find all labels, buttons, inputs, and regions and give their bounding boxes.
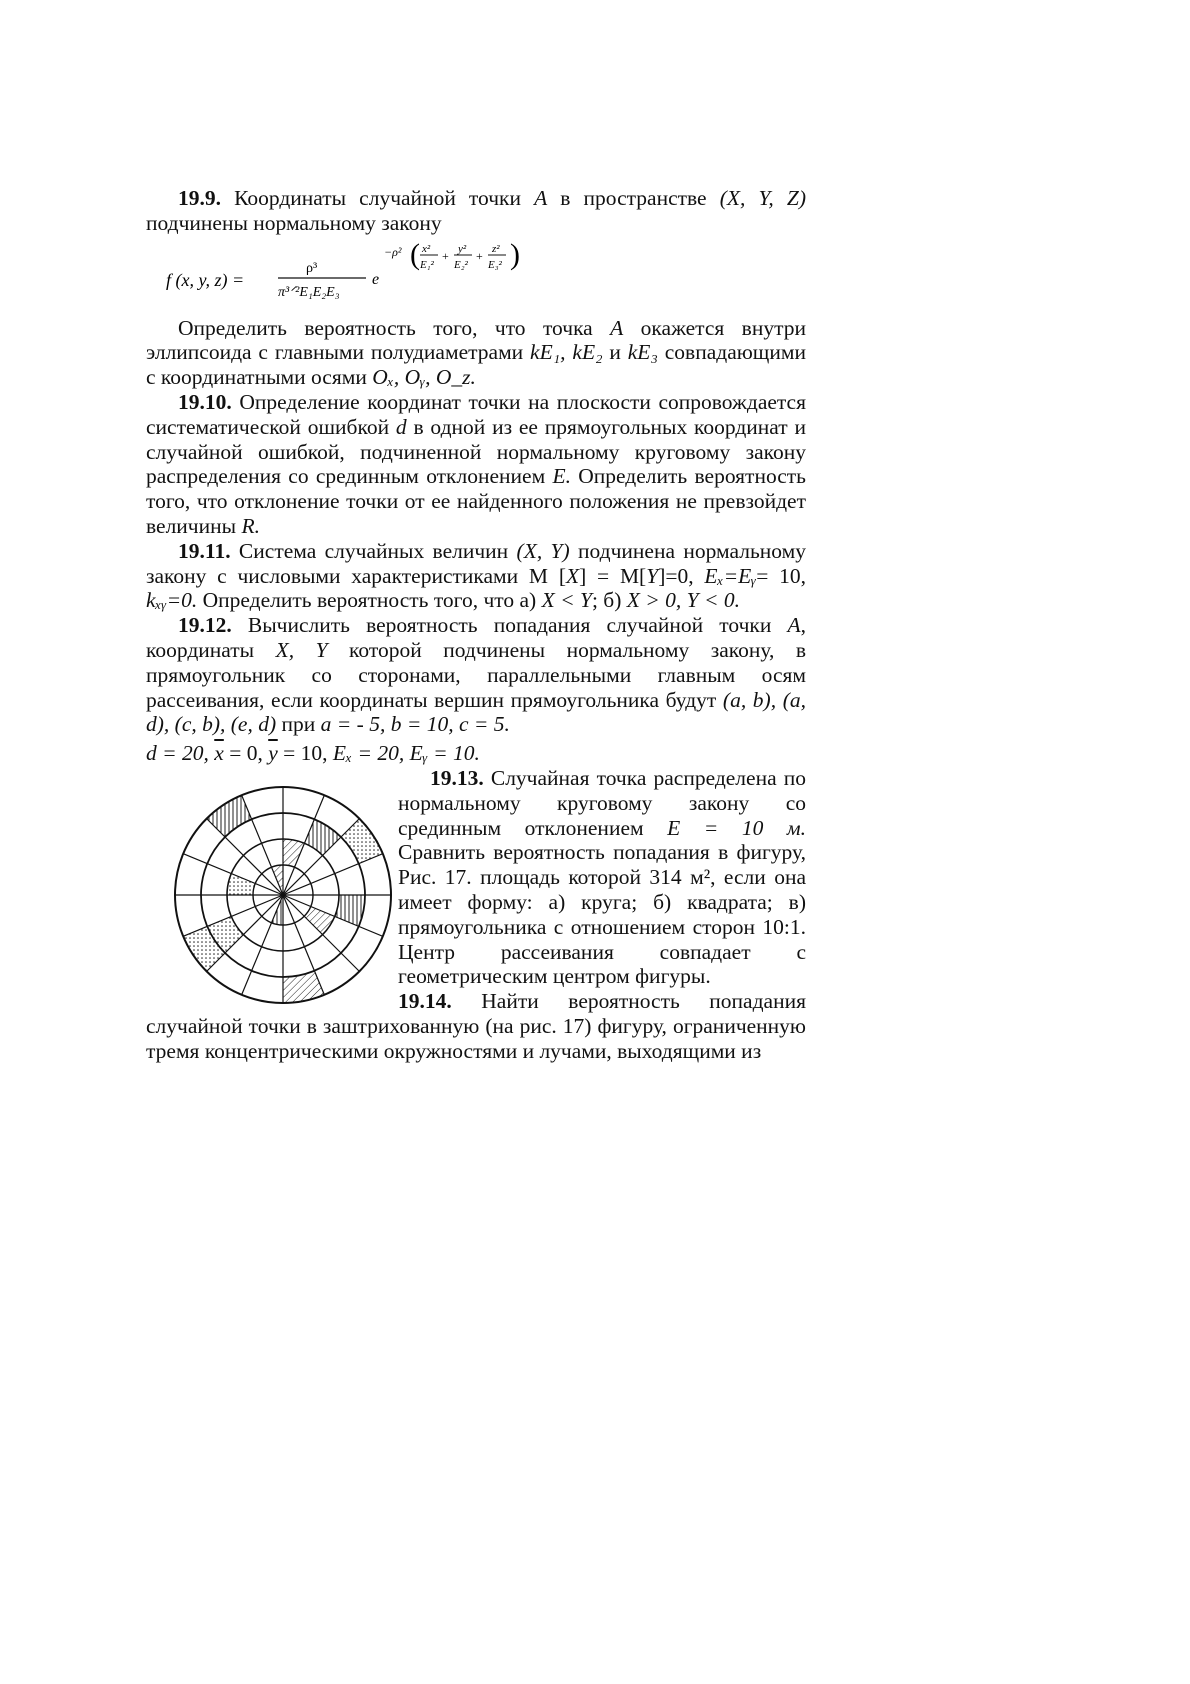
problem-19-9: 19.9. Координаты случайной точки A в пространстве (X, Y, Z) подчинены нормальному закону xyxy=(146,186,807,235)
figure-17 xyxy=(168,780,398,1010)
problem-number: 19.9. xyxy=(178,186,221,210)
problem-19-14: 19.14. Найти вероятность попадания случайной точки в заштрихованную (на рис. 17) фигуру, ограниченную тремя концентрическими окружностями и лучами, выходящими из xyxy=(146,989,806,1063)
svg-text:E₂²: E₂² xyxy=(454,258,468,271)
problem-19-12-values: d = 20, $\overline{x} = 0$, $\overline{y} = 10$, Eₓ = 20, Eᵧ = 10. xyxy=(146,741,480,766)
svg-text:+: + xyxy=(476,248,483,263)
svg-text:E₃²: E₃² xyxy=(488,258,502,271)
svg-text:z²: z² xyxy=(492,242,500,255)
problem-19-11: 19.11. Система случайных величин (X, Y) подчинена нормальному закону с числовыми характеристиками М [X] = М[Y]=0, Eₓ=Eᵧ= 10, kₓᵧ=0. Определить вероятность того, что а) X < Y; б) X > 0, Y < 0. xyxy=(146,538,807,613)
shaded-sector xyxy=(283,839,304,867)
problem-number: 19.11. xyxy=(178,538,231,563)
formula-exp-base: e xyxy=(372,270,380,288)
shaded-sector xyxy=(304,819,341,855)
problem-19-10: 19.10. Определение координат точки на плоскости сопровождается систематической ошибкой d в одной из ее прямоугольных координат и случайной ошибкой, подчиненной нормальному круговому закону распределения со срединным отклонением E. Определить вероятность того, что отклонение точки от ее найденного положения не превзойдет величины R. xyxy=(146,389,806,538)
shaded-sector xyxy=(227,874,255,895)
svg-text:E₁²: E₁² xyxy=(420,258,434,271)
svg-text:): ) xyxy=(510,239,520,271)
svg-text:y²: y² xyxy=(458,242,467,255)
problem-number: 19.12. xyxy=(178,613,232,638)
svg-text:x²: x² xyxy=(422,242,431,255)
problem-19-13: 19.13. Случайная точка распределена по нормальному круговому закону со срединным отклонением E = 10 м. Сравнить вероятность попадания в фигуру, Рис. 17. площадь которой 314 м², если она имеет форму: а) круга; б) квадрата; в) прямоугольника с отношением сторон 10:1. Центр рассеивания совпадает с геометрическим центром фигуры. xyxy=(146,766,806,989)
formula-numerator: ρ³ xyxy=(306,260,318,276)
problem-number: 19.10. xyxy=(178,389,232,414)
formula-denominator: π³ᐟ²E₁E₂E₃ xyxy=(278,284,340,300)
formula-lhs: f (x, y, z) = xyxy=(166,269,245,290)
svg-text:+: + xyxy=(442,248,449,263)
concentric-circles-diagram xyxy=(168,780,398,1010)
problem-number: 19.13. xyxy=(430,765,484,790)
problem-number: 19.14. xyxy=(398,989,452,1014)
formula-exponent: −ρ² xyxy=(384,244,402,259)
problem-19-9-continued: Определить вероятность того, что точка A окажется внутри эллипсоида с главными полудиаметрами kE₁, kE₂ и kE₃ совпадающими с координатными осями Oₓ, Oᵧ, O_z. xyxy=(146,315,806,390)
ray-lines xyxy=(175,787,391,1003)
problem-19-12: 19.12. Вычислить вероятность попадания случайной точки A, координаты X, Y которой подчинены нормальному закону, в прямоугольник со сторонами, параллельными главным осям рассеивания, если координаты вершин прямоугольника будут (a, b), (a, d), (c, b), (e, d) при a = - 5, b = 10, c = 5. xyxy=(146,613,806,737)
normal-law-formula xyxy=(146,240,806,310)
svg-text:(: ( xyxy=(410,239,420,271)
